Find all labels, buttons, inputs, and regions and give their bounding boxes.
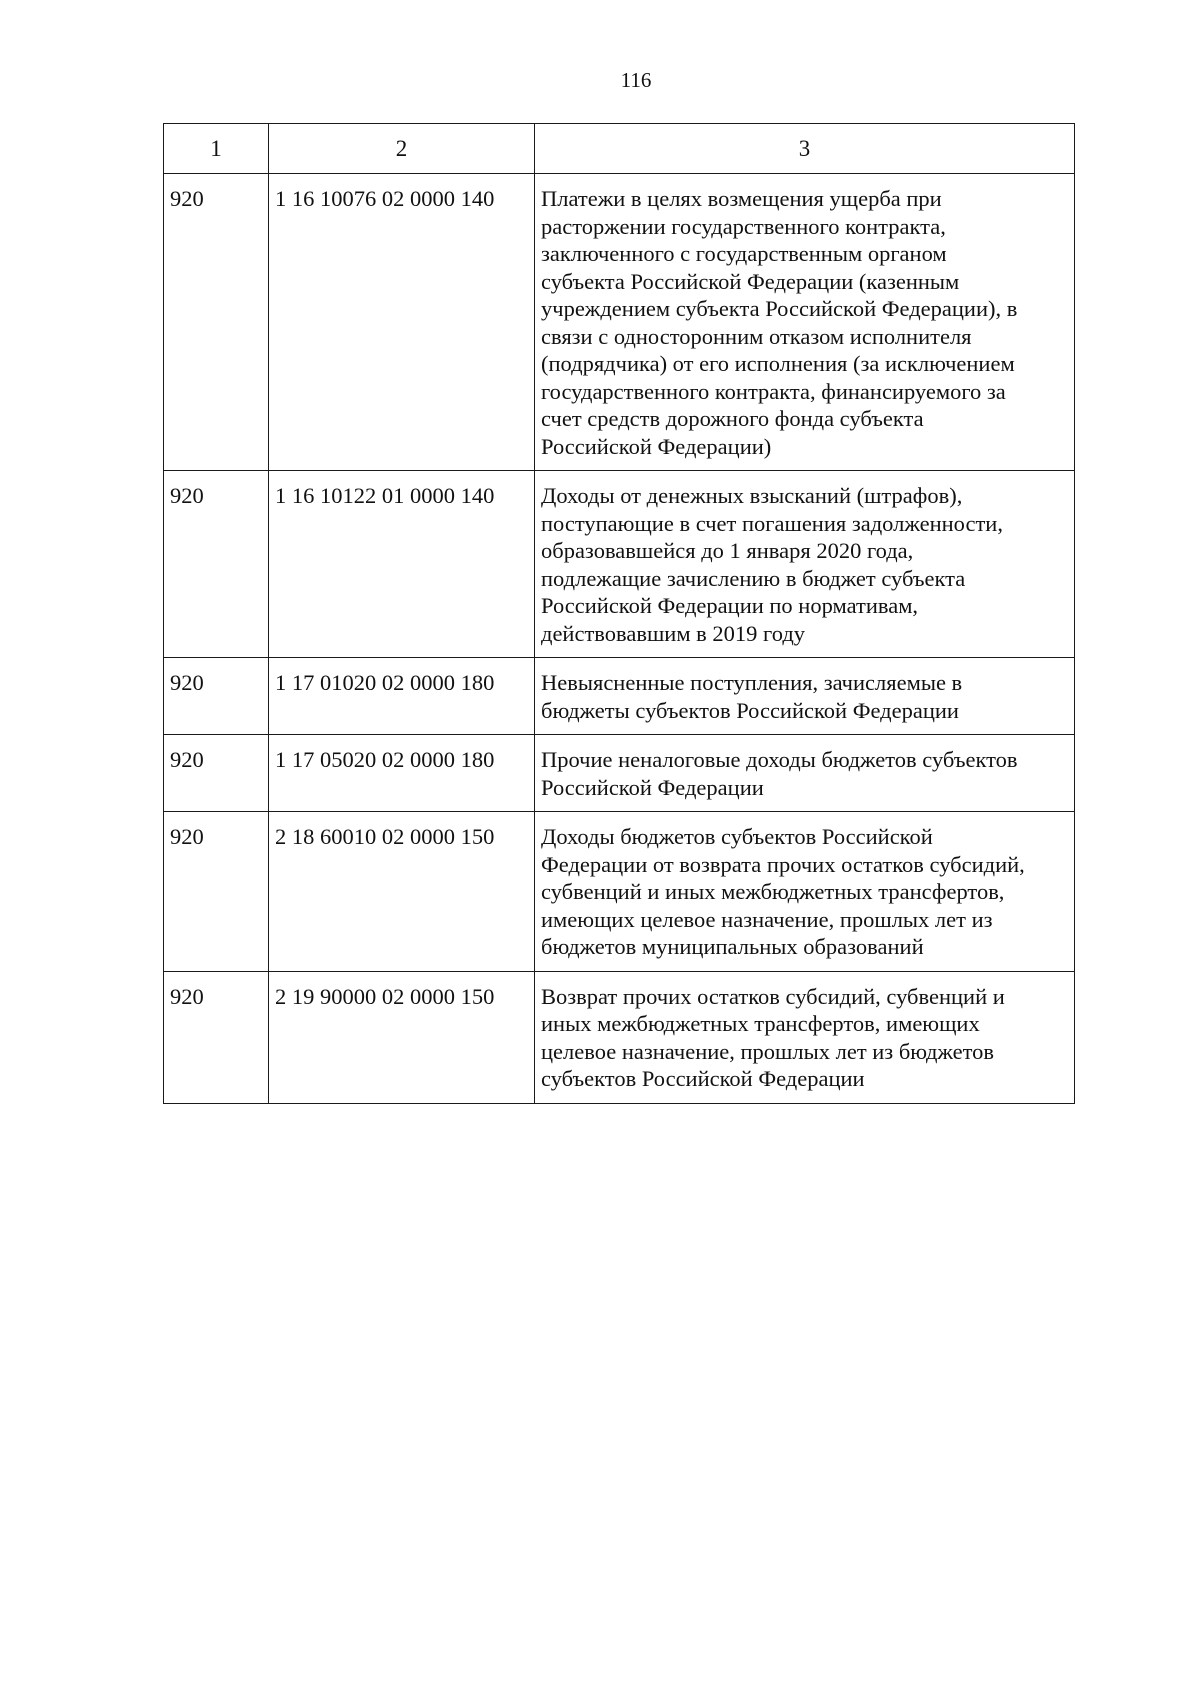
admin-code-cell: 920 (164, 471, 269, 658)
admin-code-cell: 920 (164, 174, 269, 471)
budget-code-cell: 1 17 05020 02 0000 180 (269, 735, 535, 812)
admin-code-cell: 920 (164, 658, 269, 735)
table-row (164, 471, 1075, 658)
description-cell: Невыясненные поступления, зачисляемые в бюджеты субъектов Российской Федерации (535, 658, 1075, 735)
table-header-row (164, 124, 1075, 174)
budget-code-cell: 2 18 60010 02 0000 150 (269, 812, 535, 972)
table-row (164, 174, 1075, 471)
budget-code-cell: 1 16 10076 02 0000 140 (269, 174, 535, 471)
page-number: 116 (620, 68, 652, 92)
description-cell: Прочие неналоговые доходы бюджетов субъектов Российской Федерации (535, 735, 1075, 812)
table-row (164, 658, 1075, 735)
admin-code-cell: 920 (164, 812, 269, 972)
description-cell: Доходы бюджетов субъектов Российской Федерации от возврата прочих остатков субсидий, субвенций и иных межбюджетных трансфертов, имеющих целевое назначение, прошлых лет из бюджетов муниципальных образований (535, 812, 1075, 972)
budget-code-cell: 1 16 10122 01 0000 140 (269, 471, 535, 658)
description-cell: Доходы от денежных взысканий (штрафов), поступающие в счет погашения задолженности, образовавшейся до 1 января 2020 года, подлежащие зачислению в бюджет субъекта Российской Федерации по нормативам, действовавшим в 2019 году (535, 471, 1075, 658)
description-cell: Платежи в целях возмещения ущерба при расторжении государственного контракта, заключенного с государственным органом субъекта Российской Федерации (казенным учреждением субъекта Российской Федерации), в связи с односторонним отказом исполнителя (подрядчика) от его исполнения (за исключением государственного контракта, финансируемого за счет средств дорожного фонда субъекта Российской Федерации) (535, 174, 1075, 471)
table-row (164, 971, 1075, 1103)
description-cell: Возврат прочих остатков субсидий, субвенций и иных межбюджетных трансфертов, имеющих целевое назначение, прошлых лет из бюджетов субъектов Российской Федерации (535, 971, 1075, 1103)
header-col-2: 2 (269, 124, 535, 174)
header-col-3: 3 (535, 124, 1075, 174)
table-row (164, 735, 1075, 812)
admin-code-cell: 920 (164, 735, 269, 812)
admin-code-cell: 920 (164, 971, 269, 1103)
table-row (164, 812, 1075, 972)
budget-code-cell: 2 19 90000 02 0000 150 (269, 971, 535, 1103)
header-col-1: 1 (164, 124, 269, 174)
income-codes-table (163, 123, 1075, 1104)
budget-code-cell: 1 17 01020 02 0000 180 (269, 658, 535, 735)
